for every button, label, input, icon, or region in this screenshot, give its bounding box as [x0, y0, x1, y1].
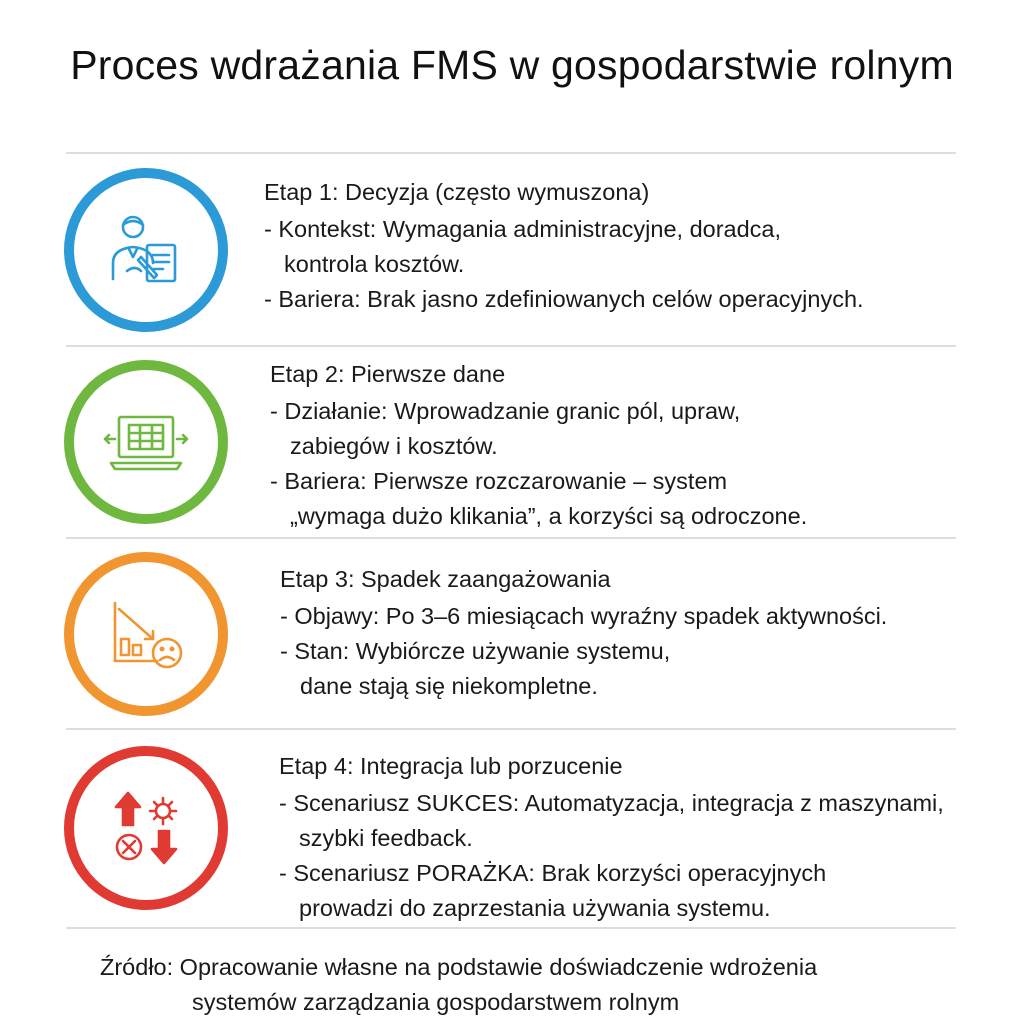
stage-2-text	[270, 357, 807, 534]
divider	[66, 927, 956, 929]
source-note	[100, 950, 817, 1020]
stage-line: „wymaga dużo klikania”, a korzyści są odroczone.	[290, 503, 808, 529]
stage-1-text	[264, 175, 864, 317]
stage-line: kontrola kosztów.	[284, 251, 465, 277]
stage-line: prowadzi do zaprzestania używania systemu.	[299, 895, 771, 921]
stage-line: dane stają się niekompletne.	[300, 673, 598, 699]
stage-line: szybki feedback.	[299, 825, 473, 851]
stage-line: - Stan: Wybiórcze używanie systemu,	[280, 638, 671, 664]
stage-4-text	[279, 749, 944, 926]
stage-heading: Etap 1: Decyzja (często wymuszona)	[264, 179, 650, 205]
divider	[66, 728, 956, 730]
stage-line: - Bariera: Brak jasno zdefiniowanych celów operacyjnych.	[264, 286, 864, 312]
stage-line: - Scenariusz PORAŻKA: Brak korzyści operacyjnych	[279, 860, 827, 886]
stage-4-circle	[64, 746, 228, 910]
stage-line: zabiegów i kosztów.	[290, 433, 498, 459]
page-title: Proces wdrażania FMS w gospodarstwie rolnym	[70, 42, 954, 88]
stage-line: - Scenariusz SUKCES: Automatyzacja, integracja z maszynami,	[279, 790, 944, 816]
stage-line: - Kontekst: Wymagania administracyjne, doradca,	[264, 216, 782, 242]
source-line: systemów zarządzania gospodarstwem rolnym	[192, 989, 680, 1015]
divider	[66, 152, 956, 154]
stage-1-circle	[64, 168, 228, 332]
stage-heading: Etap 3: Spadek zaangażowania	[280, 566, 611, 592]
stage-heading: Etap 4: Integracja lub porzucenie	[279, 753, 623, 779]
stage-heading: Etap 2: Pierwsze dane	[270, 361, 506, 387]
stage-line: - Objawy: Po 3–6 miesiącach wyraźny spadek aktywności.	[280, 603, 888, 629]
divider	[66, 345, 956, 347]
source-line: Źródło: Opracowanie własne na podstawie doświadczenie wdrożenia	[100, 954, 818, 980]
stage-3-text	[280, 562, 887, 704]
stage-line: - Bariera: Pierwsze rozczarowanie – system	[270, 468, 728, 494]
stage-line: - Działanie: Wprowadzanie granic pól, upraw,	[270, 398, 741, 424]
stage-2-circle	[64, 360, 228, 524]
stage-3-circle	[64, 552, 228, 716]
divider	[66, 537, 956, 539]
